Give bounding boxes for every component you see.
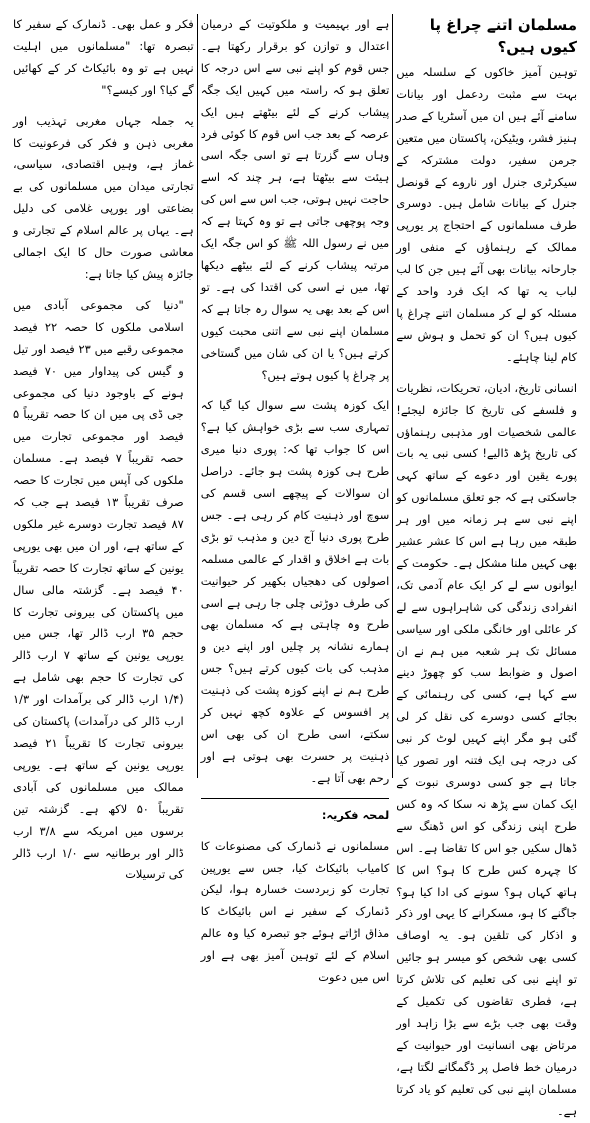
paragraph: انسانی تاریخ، ادیان، تحریکات، نظریات و فلسفے کی تاریخ کا جائزہ لیجئے! عالمی شخصیات اور مذہبی رہنماؤں کی تاریخ پڑھ ڈالیے! کسی نبی یہ بات پورے یقین اور دعوے کے ساتھ کہی جاسکتی ہے کہ جو تعلق مسلمانوں کو اپنے نبی سے ہر زمانہ میں اور ہر طبقہ میں رہا ہے اس کا عشر عشیر بھی کہیں ملنا مشکل ہے۔ حکومت کے ایوانوں سے لے کر ایک عام آدمی تک، انفرادی زندگی کی شاہراہوں سے لے کر عائلی اور خانگی ملکی اور سیاسی مسائل تک ہر شعبہ میں ہم نے ان اصول و ضوابط سب کو چھوڑ دینے سے کہا ہے، کسی کی رہنمائی کے بجائے کسی دوسرے کی نقل کر لی گئی ہو مگر اپنے کہیں لوٹ کر نبی کی درجہ ہی ایک فتنہ اور تصور کیا جاتا ہے جو کسی دوسری نبوت کے ایک کمان سے پڑھ نہ سکا کہ وہ کس طرح اپنی زندگی کو اس ڈھنگ سے ڈھال سکیں جو اس کا تقاضا ہے۔ اس کا چہرہ کس طرح کا ہو؟ اس کا ہاتھ کہاں ہو؟ سونے کی ادا کیا ہو؟ جاگنے کا ہو، مسکرانے کا یہی اور ذکر و اذکار کی تلقین ہو۔ یہ اوصاف کسی بھی شخص کو میسر ہو جائیں تو اپنے نبی کی تعلیم کی تلاش کرتا ہے، فطری تقاضوں کی تکمیل کے وقت بھی جب بڑے سے بڑا زاہد اور مرتاض بھی انسانیت اور حیوانیت کے درمیان خط فاصل پر ڈگمگانے لگتا ہے، مسلمان اپنے نبی کی تعلیم کو یاد کرتا ہے۔	[396, 380, 577, 1118]
column-right	[393, 14, 580, 1118]
paragraph: توہین آمیز خاکوں کے سلسلہ میں بہت سے مثبت ردعمل اور بیانات سامنے آئے ہیں ان میں آسٹریا کے صدر ہنیز فشر، ویٹیکن، پاکستان میں متعین جرمن سفیر، دولت مشترکہ کے سیکرٹری جنرل اور ناروے کے قونصل جنرل کے بیانات شامل ہیں۔ دوسری طرف مسلمانوں کے احتجاج پر یورپی ممالک کے رہنماؤں کے منفی اور جارحانہ بیانات بھی آئے ہیں جن کا لب لباب یہ تھا کہ ایک فرد واحد کے مسئلہ کو لے کر مسلمان اتنے چراغ پا کیوں ہیں؟ ان کو تحمل و ہوش سے کام لینا چاہئے۔	[396, 65, 577, 364]
article-headline: مسلمان اتنے چراغ پا کیوں ہیں؟	[429, 16, 577, 56]
paragraph: مسلمانوں نے ڈنمارک کی مصنوعات کا کامیاب بائیکاٹ کیا، جس سے یورپین تجارت کو زبردست خسارہ ہوا، لیکن ڈنمارک کے سفیر نے اس بائیکاٹ کا مذاق اڑاتے ہوئے جو تبصرہ کیا وہ عالم اسلام کے لئے توہین آمیز بھی ہے اور اس میں دعوت	[200, 838, 390, 985]
column-middle	[197, 14, 394, 985]
section-divider	[201, 798, 390, 799]
section-heading: لمحہ فکریہ:	[321, 807, 390, 822]
paragraph	[201, 805, 390, 827]
paragraph: یہ جملہ جہاں مغربی تہذیب اور مغربی ذہن و فکر کی فرعونیت کا غماز ہے، وہیں اقتصادی، سیاسی، تجارتی میدان میں مسلمانوں کی بے بضاعتی اور یورپی غلامی کی دلیل ہے۔ یہاں پر عالم اسلام کے تجارتی و معاشی صورت حال کا ایک اجمالی جائزہ پیش کیا جاتا ہے:	[12, 113, 194, 281]
column-left	[10, 14, 197, 882]
statistics-quote: "دنیا کی مجموعی آبادی میں اسلامی ملکوں کا حصہ ۲۲ فیصد مجموعی رقبے میں ۲۳ فیصد اور تیل و گیس کی پیداوار میں ۷۰ فیصد ہونے کے باوجود دنیا کی مجموعی جی ڈی پی میں ان کا حصہ تقریباً ۵ فیصد اور مجموعی تجارت میں حصہ تقریباً ۷ فیصد ہے۔ مسلمان ملکوں کی آپس میں تجارت کا حصہ صرف تقریباً ۱۳ فیصد ہے جب کہ ۸۷ فیصد تجارت دوسرے غیر ملکوں کے ساتھ ہے، اور ان میں بھی یورپی یونین کے ساتھ تجارت کا حصہ تقریباً ۴۰ فیصد ہے۔ گزشتہ مالی سال میں پاکستان کی بیرونی تجارت کا حجم ۳۵ ارب ڈالر تھا، جس میں یورپی یونین کے ساتھ ۷ ارب ڈالر کی تجارت کا حجم بھی شامل ہے (۱/۴ ارب ڈالر کی برآمدات اور ۱/۳ ارب ڈالر کی درآمدات) پاکستان کی بیرونی تجارت کا تقریباً ۲۱ فیصد یورپی یونین کے ساتھ ہے۔ یورپی ممالک میں مسلمانوں کی آبادی تقریباً ۵۰ لاکھ ہے۔ گزشتہ تین برسوں میں امریکہ سے ۳/۸ ارب ڈالر اور برطانیہ سے ۱/۰ ارب ڈالر کی ترسیلات	[12, 297, 184, 882]
paragraph: فکر و عمل بھی۔ ڈنمارک کے سفیر کا تبصرہ تھا: "مسلمانوں میں اہلیت نہیں ہے تو وہ بائیکاٹ کر کے کھائیں گے کیا؟ اور کیسے؟"	[12, 17, 194, 97]
paragraph: ہے اور بہیمیت و ملکوتیت کے درمیان اعتدال و توازن کو برقرار رکھتا ہے۔ جس قوم کو اپنے نبی سے اس درجہ کا تعلق ہو کہ راستہ میں کہیں ایک جگہ پیشاب کرنے کے لئے بیٹھتے ہیں ایک عرصہ کے بعد جب اس قوم کا کوئی فرد وہاں سے گزرتا ہے تو اسی جگہ اسی ہیئت سے بیٹھتا ہے، ہر چند کہ اسے حاجت نہیں ہوتی، جب اس سے اس کی وجہ پوچھی جاتی ہے تو وہ کہتا ہے کہ میں نے رسول اللہ ﷺ کو اس جگہ ایک مرتبہ پیشاب کرنے کے لئے بیٹھے دیکھا تھا، میں نے اسی کی اقتدا کی ہے۔ تو اس کے بعد بھی یہ سوال رہ جاتا ہے کہ مسلمان اپنے نبی سے اتنی محبت کیوں کرتے ہیں؟ یا ان کی شان میں گستاخی پر چراغ پا کیوں ہوتے ہیں؟	[200, 17, 390, 382]
article-columns	[10, 14, 580, 1118]
paragraph: ایک کوزہ پشت سے سوال کیا گیا کہ تمہاری سب سے بڑی خواہش کیا ہے؟ اس کا جواب تھا کہ: پوری دنیا میری طرح ہی کوزہ پشت ہو جائے۔ دراصل ان سوالات کے پیچھے اسی قسم کی سوچ اور ذہنیت کام کر رہی ہے۔ جس طرح پوری دنیا آج دین و مذہب تو بڑی بات ہے اخلاق و اقدار کے عالمی مسلمہ اصولوں کی دھجیاں بکھیر کر حیوانیت کی طرف دوڑتی چلی جا رہی ہے اسی طرح وہ چاہتی ہے کہ مسلمان بھی ہمارے نشانہ پر چلیں اور اپنے دین و مذہب کی بات کیوں کرتے ہیں؟ جس طرح ہم نے اپنے کوزہ پشت کی ذہنیت پر افسوس کے علاوہ کچھ نہیں کر سکتے، اسی طرح ان کی بھی اس ذہنیت پر حسرت بھی ہوتی ہے اور رحم بھی آتا ہے۔	[200, 398, 390, 785]
